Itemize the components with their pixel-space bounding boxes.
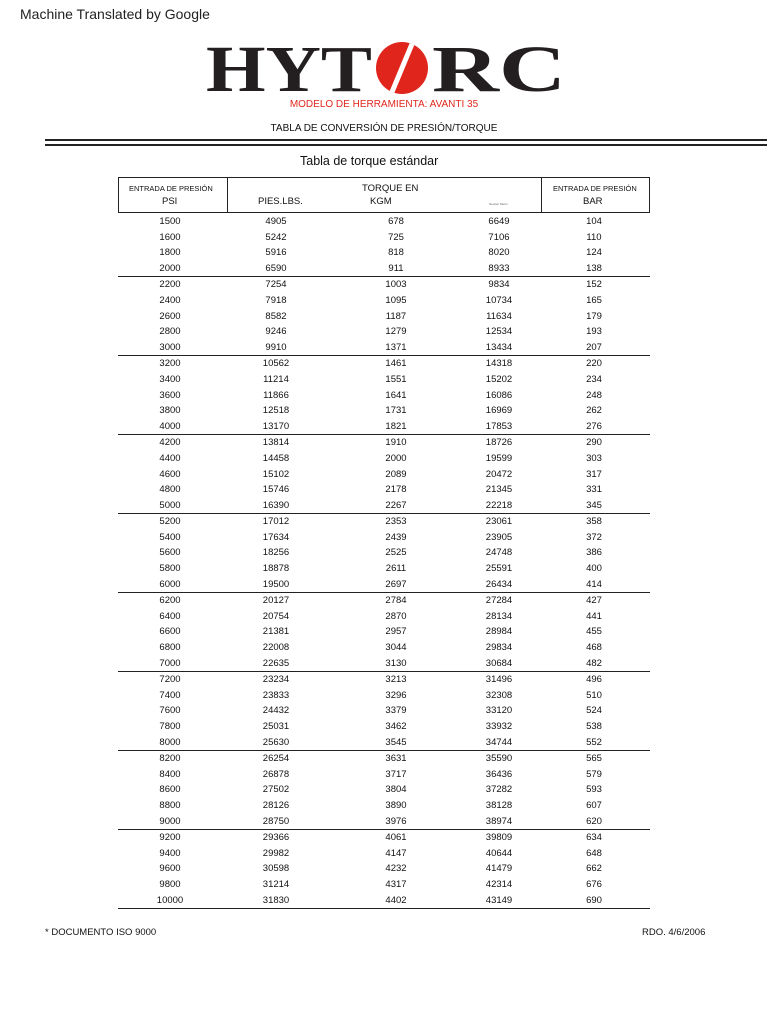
ft-lbs-cell: 15102 (262, 468, 290, 480)
kgm-cell: 3545 (385, 736, 407, 748)
kgm-cell: 3044 (385, 642, 407, 654)
bar-cell: 207 (586, 341, 602, 353)
row-group (118, 356, 650, 435)
nm-cell: 27284 (485, 595, 513, 607)
psi-cell: 3800 (159, 405, 181, 417)
bar-cell: 179 (586, 310, 602, 322)
ft-lbs-cell: 7918 (265, 294, 287, 306)
table-row (118, 545, 650, 561)
bar-cell: 662 (586, 863, 602, 875)
kgm-cell: 3379 (385, 705, 407, 717)
ft-lbs-cell: 22635 (262, 657, 290, 669)
table-row (118, 751, 650, 767)
nm-cell: 17853 (485, 420, 513, 432)
table-row (118, 719, 650, 735)
table-row (118, 340, 650, 356)
kgm-cell: 911 (388, 262, 404, 274)
bar-cell: 607 (586, 799, 602, 811)
table-row (118, 498, 650, 514)
machine-translated-banner: Machine Translated by Google (20, 6, 210, 22)
psi-cell: 5400 (159, 531, 181, 543)
kgm-cell: 1095 (385, 294, 407, 306)
table-row (118, 782, 650, 798)
psi-cell: 7400 (159, 689, 181, 701)
bar-cell: 400 (586, 563, 602, 575)
bar-cell: 138 (586, 262, 602, 274)
table-row (118, 230, 650, 246)
nm-cell: 24748 (485, 547, 513, 559)
psi-cell: 6200 (159, 595, 181, 607)
bar-cell: 620 (586, 815, 602, 827)
bar-cell: 468 (586, 642, 602, 654)
bar-cell: 565 (586, 753, 602, 765)
ft-lbs-cell: 20127 (262, 595, 290, 607)
table-row (118, 372, 650, 388)
bar-cell: 262 (586, 405, 602, 417)
ft-lbs-cell: 20754 (262, 610, 290, 622)
nm-cell: 29834 (485, 642, 513, 654)
nm-cell: 37282 (485, 784, 513, 796)
row-group (118, 751, 650, 830)
bar-cell: 234 (586, 373, 602, 385)
ft-lbs-cell: 26254 (262, 753, 290, 765)
psi-cell: 7800 (159, 721, 181, 732)
kgm-cell: 4317 (385, 878, 407, 890)
psi-cell: 1500 (159, 216, 181, 227)
bar-cell: 648 (586, 847, 602, 859)
nm-cell: 35590 (485, 753, 513, 765)
kgm-cell: 1371 (385, 341, 407, 353)
table-row (118, 482, 650, 498)
ft-lbs-cell: 22008 (262, 642, 290, 654)
bar-cell: 524 (586, 705, 602, 717)
footer-revision-date: RDO. 4/6/2006 (642, 927, 706, 938)
psi-cell: 9000 (159, 815, 181, 827)
kgm-cell: 2870 (385, 610, 407, 622)
psi-cell: 5000 (159, 499, 181, 511)
svg-text:RC: RC (432, 38, 566, 98)
psi-cell: 3000 (159, 341, 181, 353)
kgm-cell: 1279 (385, 326, 407, 338)
row-group (118, 514, 650, 593)
bar-cell: 220 (586, 358, 602, 370)
psi-cell: 8800 (159, 799, 181, 811)
table-row (118, 419, 650, 435)
table-row (118, 767, 650, 783)
nm-cell: 23061 (485, 516, 513, 528)
nm-cell: 16969 (485, 405, 513, 417)
nm-cell: 33120 (485, 705, 513, 717)
bar-cell: 510 (586, 689, 602, 701)
table-row (118, 214, 650, 230)
table-row (118, 830, 650, 846)
row-group (118, 830, 650, 909)
nm-cell: 18726 (485, 437, 513, 449)
table-row (118, 309, 650, 325)
ft-lbs-cell: 5916 (265, 247, 287, 259)
bar-cell: 248 (586, 389, 602, 401)
table-row (118, 561, 650, 577)
table-row (118, 356, 650, 372)
table-row (118, 640, 650, 656)
kgm-cell: 3890 (385, 799, 407, 811)
kgm-cell: 2178 (385, 484, 407, 496)
bar-cell: 193 (586, 326, 602, 338)
nm-cell: 8020 (488, 247, 510, 259)
psi-cell: 7600 (159, 705, 181, 717)
ft-lbs-cell: 18256 (262, 547, 290, 559)
ft-lbs-cell: 28750 (262, 815, 290, 827)
nm-cell: 25591 (485, 563, 513, 575)
psi-cell: 5600 (159, 547, 181, 559)
kgm-cell: 1187 (385, 310, 407, 322)
psi-cell: 2200 (159, 279, 181, 291)
nm-cell: 39809 (485, 832, 513, 844)
nm-cell: 33932 (485, 721, 513, 732)
psi-cell: 8200 (159, 753, 181, 765)
header-divider-right (541, 178, 542, 212)
table-row (118, 624, 650, 640)
bar-cell: 552 (586, 736, 602, 748)
kgm-cell: 3130 (385, 657, 407, 669)
ft-lbs-cell: 12518 (262, 405, 290, 417)
svg-text:HYT: HYT (206, 38, 372, 98)
nm-cell: 9834 (488, 279, 510, 291)
kgm-cell: 4061 (385, 832, 407, 844)
table-row (118, 593, 650, 609)
hytorc-logo (206, 38, 566, 98)
ft-lbs-cell: 17634 (262, 531, 290, 543)
table-row (118, 261, 650, 277)
table-row (118, 467, 650, 483)
header-newton-meter: Newton Metro (489, 202, 508, 206)
bar-cell: 290 (586, 437, 602, 449)
bar-cell: 372 (586, 531, 602, 543)
ft-lbs-cell: 29982 (262, 847, 290, 859)
ft-lbs-cell: 9910 (265, 341, 287, 353)
table-row (118, 388, 650, 404)
nm-cell: 8933 (488, 262, 510, 274)
table-row (118, 451, 650, 467)
psi-cell: 4200 (159, 437, 181, 449)
psi-cell: 6600 (159, 626, 181, 638)
nm-cell: 43149 (485, 894, 513, 906)
row-group (118, 435, 650, 514)
nm-cell: 15202 (485, 373, 513, 385)
psi-cell: 7200 (159, 674, 181, 686)
nm-cell: 42314 (485, 878, 513, 890)
ft-lbs-cell: 30598 (262, 863, 290, 875)
nm-cell: 41479 (485, 863, 513, 875)
table-row (118, 656, 650, 672)
kgm-cell: 2267 (385, 499, 407, 511)
nm-cell: 38974 (485, 815, 513, 827)
table-row (118, 514, 650, 530)
kgm-cell: 2957 (385, 626, 407, 638)
header-rule-top (45, 139, 767, 141)
psi-cell: 3400 (159, 373, 181, 385)
ft-lbs-cell: 19500 (262, 578, 290, 590)
ft-lbs-cell: 11214 (263, 373, 289, 385)
ft-lbs-cell: 6590 (265, 262, 287, 274)
psi-cell: 6000 (159, 578, 181, 590)
ft-lbs-cell: 23234 (262, 674, 290, 686)
kgm-cell: 1641 (385, 389, 407, 401)
psi-cell: 1800 (159, 247, 181, 259)
kgm-cell: 3462 (385, 721, 407, 732)
header-rule-bottom (45, 144, 767, 146)
psi-cell: 8600 (159, 784, 181, 796)
kgm-cell: 3213 (385, 674, 407, 686)
table-row (118, 672, 650, 688)
ft-lbs-cell: 8582 (265, 310, 287, 322)
ft-lbs-cell: 13814 (262, 437, 290, 449)
bar-cell: 104 (586, 216, 602, 227)
nm-cell: 31496 (485, 674, 513, 686)
ft-lbs-cell: 16390 (262, 499, 290, 511)
kgm-cell: 1551 (385, 373, 407, 385)
kgm-cell: 1910 (385, 437, 407, 449)
bar-cell: 317 (586, 468, 602, 480)
header-bar: BAR (583, 196, 603, 207)
kgm-cell: 3717 (385, 768, 407, 780)
tool-model-subtitle: MODELO DE HERRAMIENTA: AVANTI 35 (289, 99, 479, 110)
table-row (118, 530, 650, 546)
bar-cell: 441 (586, 610, 602, 622)
nm-cell: 22218 (485, 499, 513, 511)
nm-cell: 19599 (485, 452, 513, 464)
nm-cell: 28984 (485, 626, 513, 638)
psi-cell: 8400 (159, 768, 181, 780)
kgm-cell: 2697 (385, 578, 407, 590)
psi-cell: 9800 (159, 878, 181, 890)
nm-cell: 38128 (485, 799, 513, 811)
ft-lbs-cell: 23833 (262, 689, 290, 701)
psi-cell: 10000 (156, 894, 184, 906)
kgm-cell: 4147 (385, 847, 407, 859)
psi-cell: 6800 (159, 642, 181, 654)
table-row (118, 577, 650, 593)
kgm-cell: 4402 (385, 894, 407, 906)
bar-cell: 414 (586, 578, 602, 590)
ft-lbs-cell: 11866 (263, 389, 289, 401)
bar-cell: 152 (586, 279, 602, 291)
row-group (118, 214, 650, 277)
table-row (118, 277, 650, 293)
nm-cell: 30684 (485, 657, 513, 669)
psi-cell: 7000 (159, 657, 181, 669)
bar-cell: 676 (586, 878, 602, 890)
bar-cell: 386 (586, 547, 602, 559)
table-row (118, 703, 650, 719)
kgm-cell: 2439 (385, 531, 407, 543)
kgm-cell: 2784 (385, 595, 407, 607)
kgm-cell: 1731 (385, 405, 407, 417)
table-title: Tabla de torque estándar (300, 154, 439, 168)
kgm-cell: 2000 (385, 452, 407, 464)
table-row (118, 893, 650, 909)
bar-cell: 124 (586, 247, 602, 259)
ft-lbs-cell: 5242 (265, 231, 287, 243)
table-row (118, 403, 650, 419)
header-ft-lbs: PIES.LBS. (258, 196, 303, 207)
bar-cell: 634 (586, 832, 602, 844)
bar-cell: 482 (586, 657, 602, 669)
nm-cell: 40644 (485, 847, 513, 859)
kgm-cell: 725 (388, 231, 404, 243)
bar-cell: 427 (586, 595, 602, 607)
table-row (118, 861, 650, 877)
ft-lbs-cell: 14458 (262, 452, 290, 464)
nm-cell: 23905 (485, 531, 513, 543)
bar-cell: 303 (586, 452, 602, 464)
ft-lbs-cell: 15746 (262, 484, 290, 496)
bar-cell: 331 (586, 484, 602, 496)
psi-cell: 2400 (159, 294, 181, 306)
header-torque-en: TORQUE EN (362, 183, 419, 194)
table-row (118, 814, 650, 830)
kgm-cell: 818 (388, 247, 404, 259)
kgm-cell: 3296 (385, 689, 407, 701)
psi-cell: 9400 (159, 847, 181, 859)
ft-lbs-cell: 25630 (262, 736, 290, 748)
ft-lbs-cell: 9246 (265, 326, 287, 338)
nm-cell: 10734 (485, 294, 513, 306)
bar-cell: 345 (586, 499, 602, 511)
footer-iso-note: * DOCUMENTO ISO 9000 (45, 927, 157, 938)
psi-cell: 5200 (159, 516, 181, 528)
nm-cell: 16086 (485, 389, 513, 401)
torque-table-body (118, 214, 650, 909)
nm-cell: 28134 (485, 610, 513, 622)
nm-cell: 7106 (488, 231, 510, 243)
kgm-cell: 3804 (385, 784, 407, 796)
bar-cell: 496 (586, 674, 602, 686)
nm-cell: 34744 (485, 736, 513, 748)
ft-lbs-cell: 13170 (262, 420, 290, 432)
header-kgm: KGM (370, 196, 392, 207)
ft-lbs-cell: 21381 (262, 626, 290, 638)
kgm-cell: 2611 (385, 563, 407, 575)
psi-cell: 6400 (159, 610, 181, 622)
bar-cell: 538 (586, 721, 602, 732)
nm-cell: 36436 (485, 768, 513, 780)
ft-lbs-cell: 29366 (262, 832, 290, 844)
table-row (118, 609, 650, 625)
psi-cell: 9200 (159, 832, 181, 844)
psi-cell: 8000 (159, 736, 181, 748)
table-row (118, 877, 650, 893)
ft-lbs-cell: 7254 (265, 279, 287, 291)
ft-lbs-cell: 31214 (262, 878, 290, 890)
psi-cell: 2000 (159, 262, 181, 274)
kgm-cell: 3631 (385, 753, 407, 765)
header-psi: PSI (162, 196, 178, 207)
nm-cell: 20472 (485, 468, 513, 480)
psi-cell: 9600 (159, 863, 181, 875)
table-row (118, 293, 650, 309)
row-group (118, 672, 650, 751)
nm-cell: 6649 (488, 216, 510, 227)
psi-cell: 4000 (159, 420, 181, 432)
table-row (118, 324, 650, 340)
psi-cell: 2800 (159, 326, 181, 338)
kgm-cell: 678 (388, 216, 404, 227)
ft-lbs-cell: 27502 (262, 784, 290, 796)
ft-lbs-cell: 18878 (262, 563, 290, 575)
kgm-cell: 2525 (385, 547, 407, 559)
kgm-cell: 1461 (385, 358, 407, 370)
row-group (118, 593, 650, 672)
psi-cell: 4600 (159, 468, 181, 480)
ft-lbs-cell: 17012 (262, 516, 290, 528)
header-input-pressure-right: ENTRADA DE PRESIÓN (553, 184, 637, 193)
kgm-cell: 4232 (385, 863, 407, 875)
ft-lbs-cell: 25031 (262, 721, 290, 732)
nm-cell: 14318 (485, 358, 513, 370)
kgm-cell: 1821 (385, 420, 407, 432)
nm-cell: 32308 (485, 689, 513, 701)
psi-cell: 1600 (159, 231, 181, 243)
header-divider-left (227, 178, 228, 212)
table-row (118, 435, 650, 451)
ft-lbs-cell: 10562 (262, 358, 290, 370)
nm-cell: 12534 (485, 326, 513, 338)
table-row (118, 245, 650, 261)
bar-cell: 110 (586, 231, 602, 243)
table-row (118, 798, 650, 814)
kgm-cell: 1003 (385, 279, 407, 291)
ft-lbs-cell: 28126 (262, 799, 290, 811)
table-header (118, 177, 650, 213)
psi-cell: 4800 (159, 484, 181, 496)
nm-cell: 13434 (485, 341, 513, 353)
row-group (118, 277, 650, 356)
table-row (118, 688, 650, 704)
conversion-table-title: TABLA DE CONVERSIÓN DE PRESIÓN/TORQUE (270, 123, 498, 134)
ft-lbs-cell: 31830 (262, 894, 290, 906)
psi-cell: 5800 (159, 563, 181, 575)
psi-cell: 4400 (159, 452, 181, 464)
ft-lbs-cell: 26878 (262, 768, 290, 780)
table-row (118, 735, 650, 751)
nm-cell: 26434 (485, 578, 513, 590)
psi-cell: 3600 (159, 389, 181, 401)
bar-cell: 690 (586, 894, 602, 906)
nm-cell: 11634 (486, 310, 512, 322)
bar-cell: 579 (586, 768, 602, 780)
bar-cell: 165 (586, 294, 602, 306)
psi-cell: 2600 (159, 310, 181, 322)
ft-lbs-cell: 24432 (262, 705, 290, 717)
nm-cell: 21345 (485, 484, 513, 496)
kgm-cell: 3976 (385, 815, 407, 827)
bar-cell: 276 (586, 420, 602, 432)
table-row (118, 846, 650, 862)
bar-cell: 593 (586, 784, 602, 796)
header-input-pressure-left: ENTRADA DE PRESIÓN (129, 184, 213, 193)
kgm-cell: 2089 (385, 468, 407, 480)
kgm-cell: 2353 (385, 516, 407, 528)
bar-cell: 358 (586, 516, 602, 528)
bar-cell: 455 (586, 626, 602, 638)
ft-lbs-cell: 4905 (265, 216, 287, 227)
psi-cell: 3200 (159, 358, 181, 370)
